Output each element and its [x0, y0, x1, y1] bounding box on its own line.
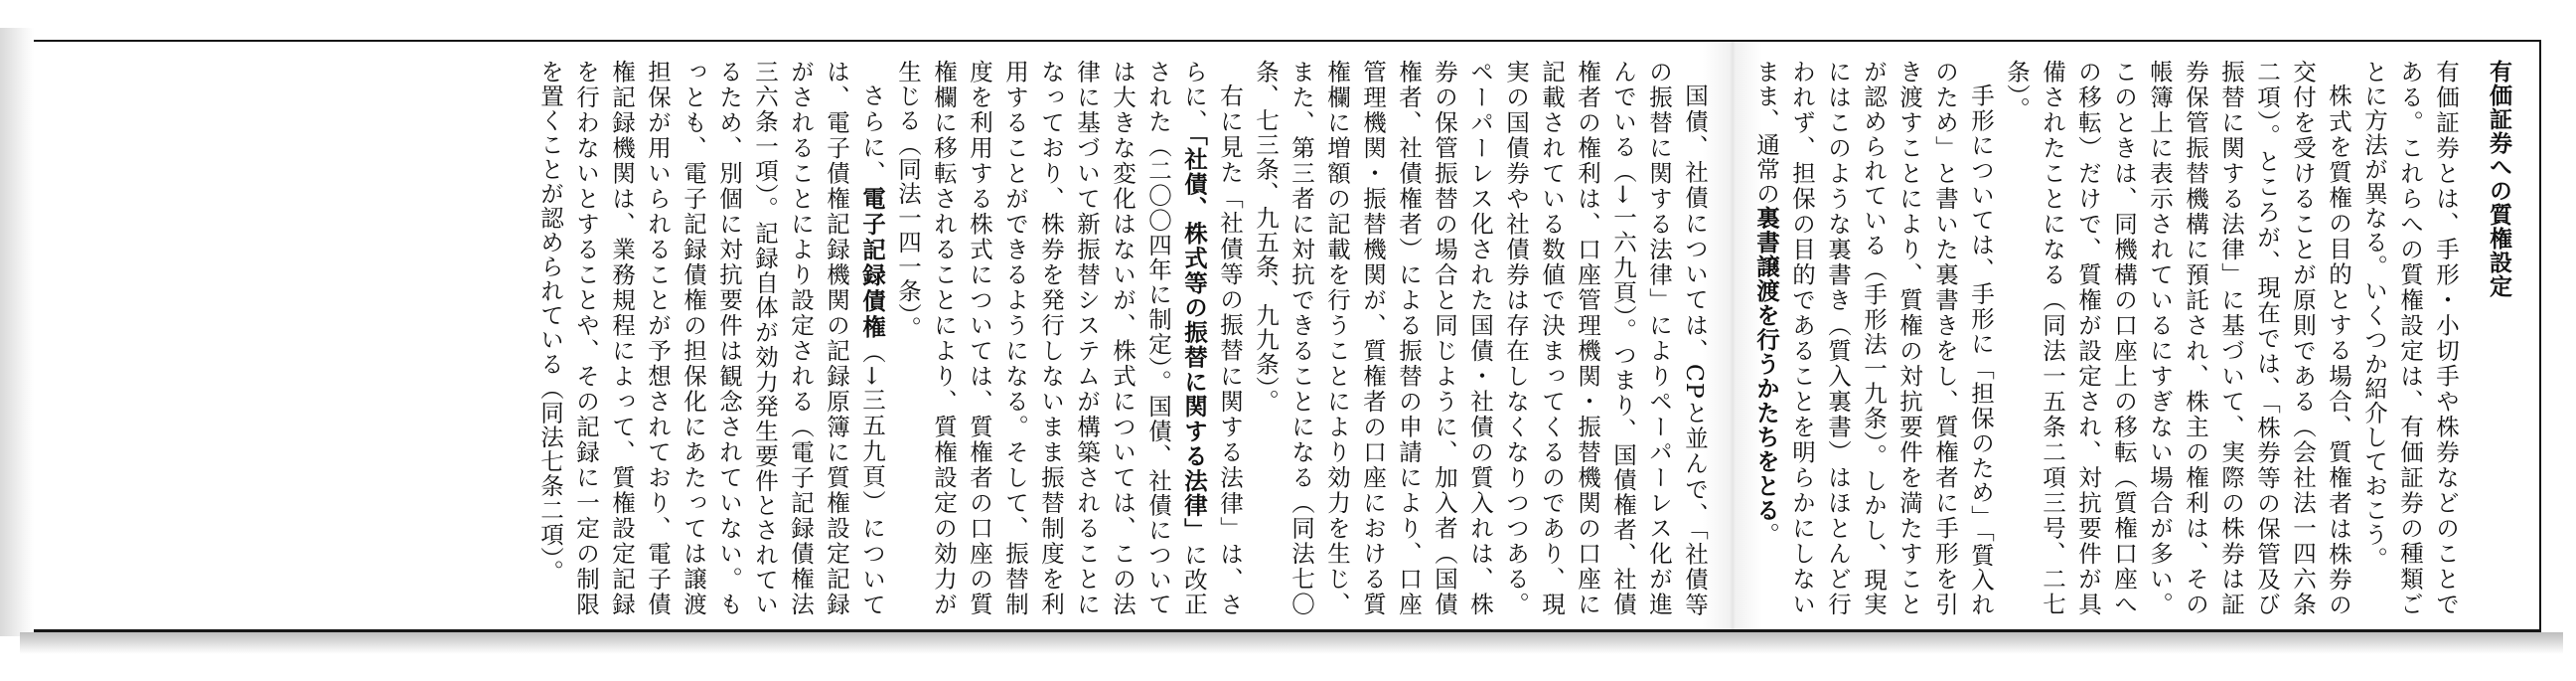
right-page: [1752, 60, 2527, 616]
paragraph-government-bonds: 国債、社債については、CPと並んで、「社債等の振替に関する法律」によりペーパーレス化が進んでいる（→一六九頁）。つまり、国債権者、社債権者の権利は、口座管理機関・振替機関の口座に記載されている数値で決まってくるのであり、現実の国債券や社債券は存在しなくなりつつある。ペーパーレス化された国債・社債の質入れは、株券の保管振替の場合と同じように、加入者（国債権者、社債権者）による振替の申請により、口座管理機関・振替機関が、質権者の口座における質権欄に増額の記載を行うことにより効力を生じ、また、第三者に対抗できることになる（同法七〇条、七三条、九五条、九九条）。: [1252, 60, 1709, 616]
paragraph-electronic-claims-rest: （→三五九頁）については、電子債権記録機関の記録原簿に質権設定記録がされることにより設定される（電子記録債権法三六条一項）。記録自体が効力発生要件とされているため、別個に対抗要件は観念されていない。もっとも、電子記録債権の担保化にあたっては譲渡担保が用いられることが予想されており、電子債権記録機関は、業務規程によって、質権設定記録を行わないとすることや、その記録に一定の制限を置くことが認められている（同法七条二項）。: [536, 60, 886, 617]
paragraph-electronic-claims: [532, 60, 890, 616]
paragraph-transfer-act-text: 右に見た「社債等の振替に関する法律」は、さらに、: [1180, 60, 1244, 616]
paragraph-transfer-act-rest: に改正された（二〇〇四年に制定）。国債、社債については大きな変化はないが、株式については、この法律に基づいて新振替システムが構築されることになっており、株券を発行しないまま振替制度を利用することができるようになる。そして、振替制度を利用する株式については、質権者の口座の質権欄に移転されることにより、質権設定の効力が生じる（同法一四一条）。: [894, 60, 1208, 616]
paragraph-electronic-claims-start: さらに、: [858, 83, 886, 186]
paragraph-bills-pledge-text: 手形については、手形に「担保のため」「質入れのため」と書いた裏書きをし、質権者に手形を引き渡すことにより、質権の対抗要件を満たすことが認められている（手形法一九条）。しかし、現実にはこのような裏書き（質入裏書）はほとんど行われず、担保の目的であることを明らかにしないまま、通常の: [1752, 60, 1995, 616]
paragraph-transfer-act: [890, 60, 1248, 616]
book-spread: [34, 40, 2541, 632]
bold-term-endorsement-transfer: 裏書譲渡を行うかたちをとる: [1752, 206, 1780, 523]
scan-bottom-edge-shadow: [20, 632, 2563, 654]
bold-term-electronic-claims: 電子記録債権: [858, 185, 886, 340]
paragraph-bills-pledge: [1748, 60, 1999, 616]
left-page: [471, 60, 1713, 616]
paragraph-securities-intro: 有価証券とは、手形・小切手や株券などのことである。これらへの質権設定は、有価証券の種類ごとに方法が異なる。いくつか紹介しておこう。: [2360, 60, 2460, 616]
right-page-text: [1752, 60, 2527, 616]
section-heading: 有価証券への質権設定: [2486, 60, 2511, 298]
paragraph-bills-pledge-end: 。: [1752, 522, 1780, 547]
left-page-text: [471, 60, 1713, 616]
bold-term-transfer-act: 「社債、株式等の振替に関する法律」: [1180, 133, 1208, 543]
paragraph-shares-pledge: 株式を質権の目的とする場合、質権者は株券の交付を受けることが原則である（会社法一四六条二項）。ところが、現在では、「株券等の保管及び振替に関する法律」に基づいて、実際の株券は証券保管振替機構に預託され、株主の権利は、その帳簿上に表示されているにすぎない場合が多い。このときは、同機構の口座上の移転（質権口座への移転）だけで、質権が設定され、対抗要件が具備されたことになる（同法一五条二項三号、二七条）。: [2003, 60, 2352, 616]
scan-left-edge-shadow: [0, 28, 34, 636]
